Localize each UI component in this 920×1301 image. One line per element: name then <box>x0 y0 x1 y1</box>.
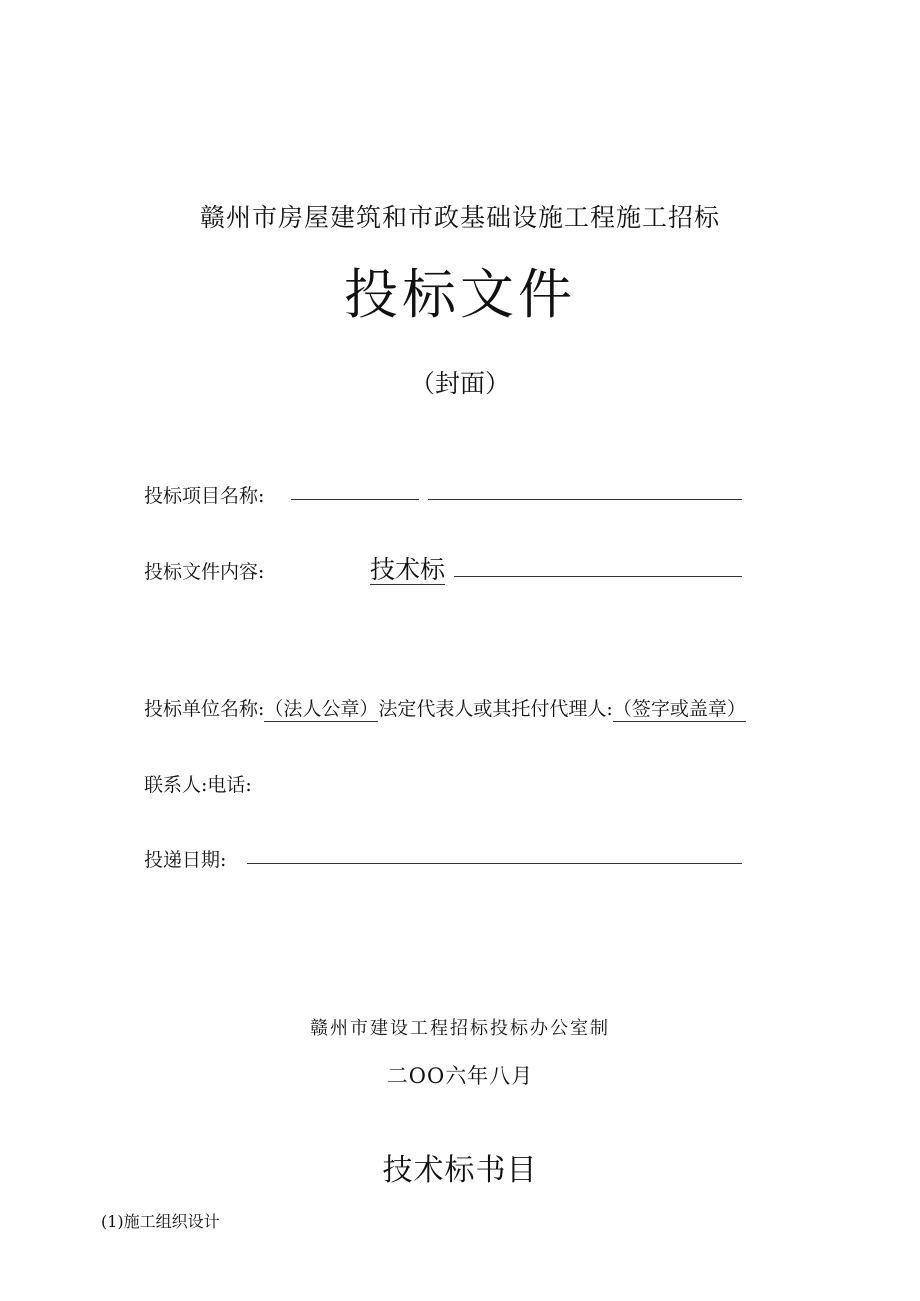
representative-label: 法定代表人或其托付代理人: <box>378 698 613 720</box>
content-value-text: 技术标 <box>370 555 446 584</box>
project-name-line-1 <box>291 499 419 500</box>
project-name-line-2 <box>428 499 742 500</box>
bidder-seal: （法人公章） <box>264 698 379 720</box>
document-title: 投标文件 <box>344 263 576 326</box>
submission-date-label: 投递日期: <box>144 849 227 871</box>
submission-date-line <box>247 863 742 864</box>
content-label: 投标文件内容: <box>144 561 265 583</box>
bidder-row <box>144 694 746 721</box>
toc-item: (1)施工组织设计 <box>101 1212 220 1231</box>
document-subtitle: 赣州市房屋建筑和市政基础设施工程施工招标 <box>199 203 720 232</box>
issuing-office: 赣州市建设工程招标投标办公室制 <box>310 1018 610 1039</box>
project-name-label: 投标项目名称: <box>144 485 265 507</box>
contact-label: 联系人:电话: <box>144 774 252 796</box>
issue-date: 二OO六年八月 <box>386 1064 534 1088</box>
content-value <box>370 550 445 586</box>
content-line <box>454 576 742 577</box>
toc-title: 技术标书目 <box>382 1153 538 1188</box>
bidder-label: 投标单位名称: <box>144 698 265 720</box>
representative-seal: （签字或盖章） <box>612 698 746 720</box>
cover-label: （封面） <box>409 369 510 398</box>
